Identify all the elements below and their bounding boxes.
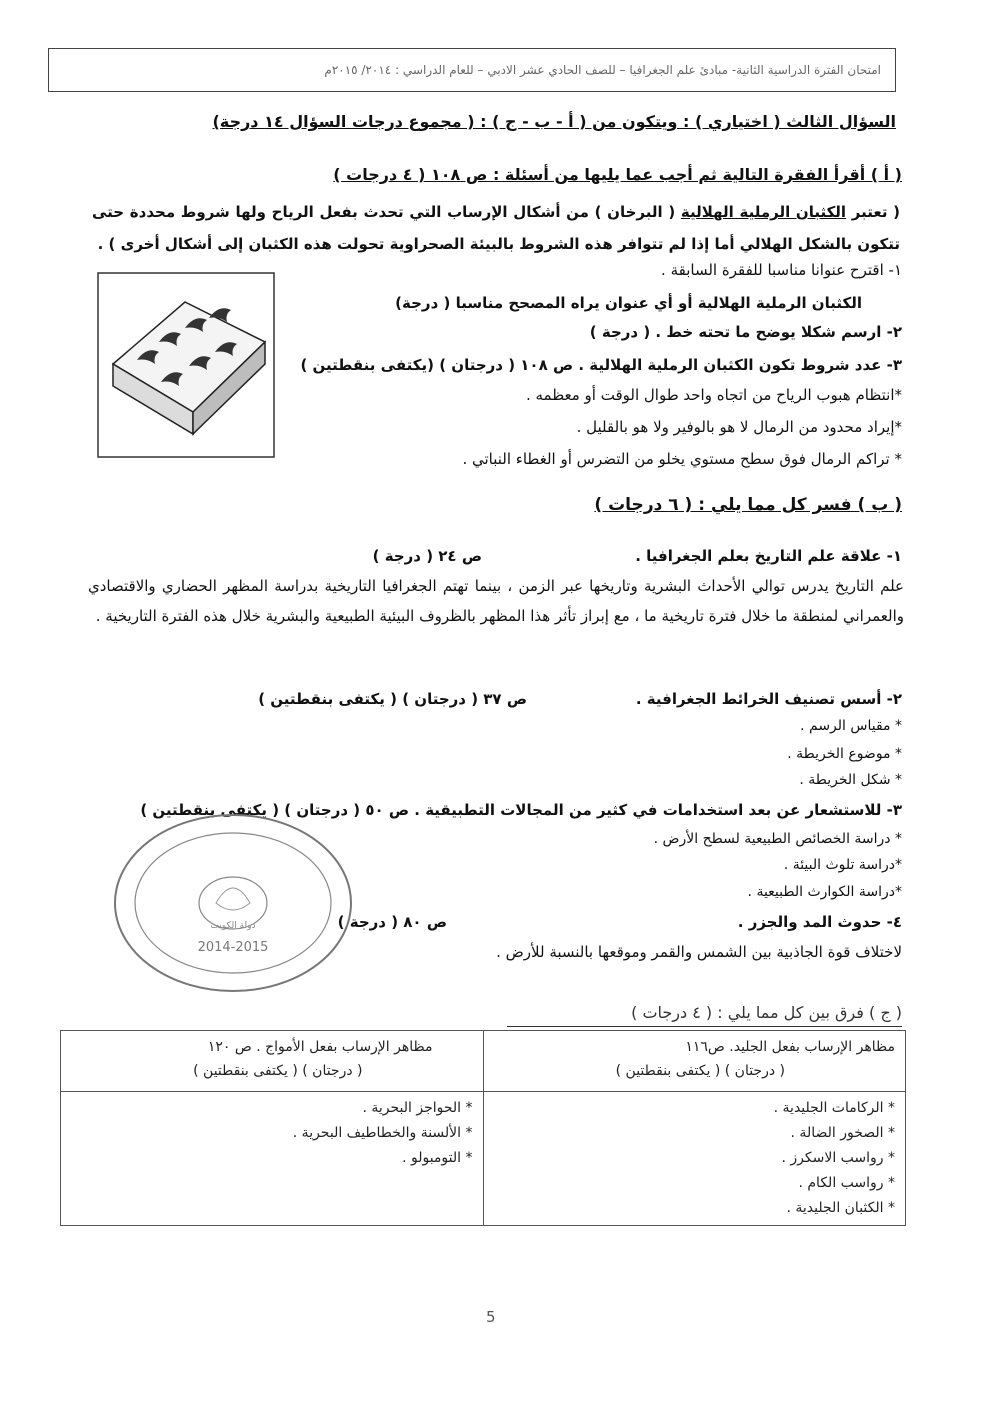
ministry-stamp <box>108 808 358 998</box>
section-b-a2-3: * شكل الخريطة . <box>799 772 902 788</box>
glacial-item-1: * الركامات الجليدية . <box>773 1100 895 1116</box>
waves-item-2: * الألسنة والخطاطيف البحرية . <box>292 1125 473 1141</box>
table-header-waves <box>61 1031 484 1092</box>
section-c-heading: ( ج ) فرق بين كل مما يلي : ( ٤ درجات ) <box>631 1003 902 1022</box>
paragraph-rest: ( البرخان ) من أشكال الإرساب التي تحدث بفعل الرياح ولها شروط محددة حتى تتكون بالشكل الهلالي أما إذا لم تتوافر هذه الشروط بالبيئة الصحراوية تحولت هذه الكثبان إلى أشكال أخرى ) . <box>92 203 900 253</box>
waves-item-1: * الحواجز البحرية . <box>362 1100 473 1116</box>
stamp-year: 2014-2015 <box>197 940 269 955</box>
section-a-answer-2: *إيراد محدود من الرمال لا هو بالوفير ولا هو بالقليل . <box>576 418 902 436</box>
section-b-q2: ٢- أسس تصنيف الخرائط الجغرافية . <box>635 690 902 708</box>
section-c-underline <box>507 1026 902 1027</box>
page-number: 5 <box>486 1308 496 1326</box>
glacial-title: مظاهر الإرساب بفعل الجليد. ص١١٦ <box>685 1039 895 1055</box>
barchan-dunes-sketch <box>97 272 275 458</box>
section-b-a3-1: * دراسة الخصائص الطبيعية لسطح الأرض . <box>653 831 902 847</box>
glacial-item-2: * الصخور الضالة . <box>790 1125 895 1141</box>
paragraph-open: ( تعتبر <box>846 203 900 221</box>
section-b-a2-1: * مقياس الرسم . <box>800 718 902 734</box>
section-b-a1: علم التاريخ يدرس توالي الأحداث البشرية وتاريخها عبر الزمن ، بينما تهتم الجغرافيا التاريخية بدراسة المظهر الحضاري والاقتصادي والعمراني لمنطقة ما خلال فترة تاريخية ما ، مع إبراز تأثر هذا المظهر بالظروف البيئية الطبيعية والبشرية خلال هذه الفترة التاريخية . <box>88 577 904 625</box>
glacial-note: ( درجتان ) ( يكتفى بنقطتين ) <box>615 1063 785 1079</box>
paragraph-key-term: الكثبان الرملية الهلالية <box>680 203 847 221</box>
section-a-answer-1: *انتظام هبوب الرياح من اتجاه واحد طوال الوقت أو معظمه . <box>525 386 902 404</box>
section-a-heading: ( أ ) أقرأ الفقرة التالية ثم أجب عما يليها من أسئلة : ص ١٠٨ ( ٤ درجات ) <box>333 165 902 184</box>
section-b-q3: ٣- للاستشعار عن بعد استخدامات في كثير من المجالات التطبيقية . ص ٥٠ ( درجتان ) ( يكتفى بنقطتين ) <box>140 801 902 819</box>
section-b-a3-3: *دراسة الكوارث الطبيعية . <box>747 884 902 900</box>
glacial-item-4: * رواسب الكام . <box>798 1175 895 1191</box>
comparison-table <box>60 1030 906 1226</box>
section-b-q4-ref: ص ٨٠ ( درجة ) <box>337 913 447 931</box>
section-b-a2-2: * موضوع الخريطة . <box>787 746 902 762</box>
section-a-a1: الكثبان الرملية الهلالية أو أي عنوان يراه المصحح مناسبا ( درجة) <box>395 294 862 312</box>
stamp-emblem-text: دولة الكويت <box>210 921 256 931</box>
glacial-items-cell <box>483 1092 906 1226</box>
glacial-item-5: * الكثبان الجليدية . <box>786 1200 895 1216</box>
section-a-answer-3: * تراكم الرمال فوق سطح مستوي يخلو من التضرس أو الغطاء النباتي . <box>462 450 902 468</box>
section-b-q4: ٤- حدوث المد والجزر . <box>737 913 902 931</box>
table-header-glacial <box>483 1031 906 1092</box>
section-b-q2-ref: ص ٣٧ ( درجتان ) ( يكتفى بنقطتين ) <box>258 690 527 708</box>
section-b-a3-2: *دراسة تلوث البيئة . <box>783 857 902 873</box>
waves-items-cell <box>61 1092 484 1226</box>
waves-note: ( درجتان ) ( يكتفى بنقطتين ) <box>193 1063 363 1079</box>
section-b-heading: ( ب ) فسر كل مما يلي : ( ٦ درجات ) <box>594 495 902 515</box>
question-3-title: السؤال الثالث ( اختياري ) : ويتكون من ( أ - ب - ج ) : ( مجموع درجات السؤال ١٤ درجة) <box>212 112 896 131</box>
glacial-item-3: * رواسب الاسكرز . <box>781 1150 895 1166</box>
section-b-a4: لاختلاف قوة الجاذبية بين الشمس والقمر وموقعها بالنسبة للأرض . <box>496 943 902 961</box>
section-b-q1-ref: ص ٢٤ ( درجة ) <box>372 547 482 565</box>
section-b-q1: ١- علاقة علم التاريخ بعلم الجغرافيا . <box>635 547 902 565</box>
section-a-q1: ١- اقترح عنوانا مناسبا للفقرة السابقة . <box>661 261 902 279</box>
section-a-q2: ٢- ارسم شكلا يوضح ما تحته خط . ( درجة ) <box>589 323 902 341</box>
waves-item-3: * التومبولو . <box>402 1150 473 1166</box>
exam-header-text: امتحان الفترة الدراسية الثانية- مبادئ علم الجغرافيا – للصف الحادي عشر الادبي – للعام الدراسي : ٢٠١٤/ ٢٠١٥م <box>324 63 881 77</box>
exam-header <box>48 48 896 92</box>
section-a-paragraph <box>92 196 900 260</box>
waves-title: مظاهر الإرساب بفعل الأمواج . ص ١٢٠ <box>207 1039 433 1055</box>
section-a-q3: ٣- عدد شروط تكون الكثبان الرملية الهلالية . ص ١٠٨ ( درجتان ) (يكتفى بنقطتين ) <box>300 356 902 374</box>
